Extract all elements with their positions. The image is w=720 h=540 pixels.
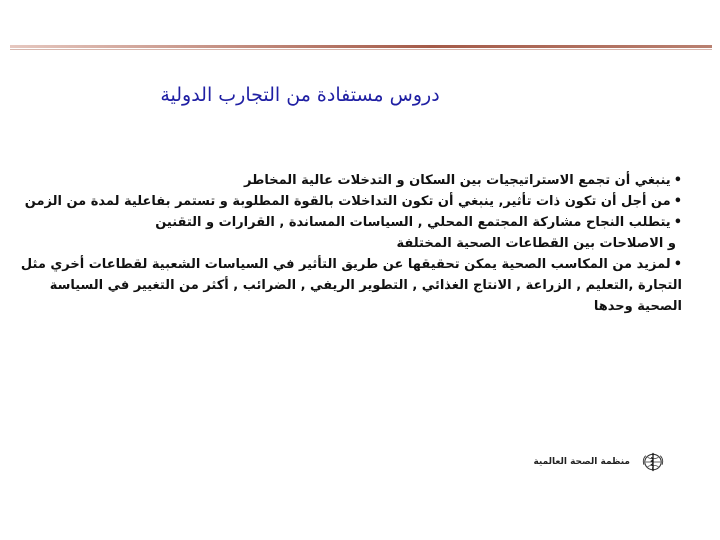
bullet-text: يتطلب النجاح مشاركة المجتمع المحلي , السياسات المساندة , القرارات و التقنين: [155, 215, 671, 230]
bullet-marker: •: [673, 257, 682, 272]
who-emblem-icon: [642, 452, 664, 472]
bullet-item: [6, 170, 682, 191]
slide-title: دروس مستفادة من التجارب الدولية: [160, 84, 440, 106]
footer-organization-label: منظمة الصحة العالمية: [533, 457, 630, 467]
top-divider-line: [10, 45, 712, 48]
top-divider-shadow: [10, 49, 712, 50]
bullet-marker: •: [673, 215, 682, 230]
bullet-text-continuation: و الاصلاحات بين القطاعات الصحية المختلفة: [396, 236, 676, 251]
bullet-item: [6, 191, 682, 212]
bullet-text: لمزيد من المكاسب الصحية يمكن تحقيقها عن طريق التأثير في السياسات الشعبية لقطاعات أخري مثل التجارة ,التعليم , الزراعة , الانتاج الغذائي , التطوير الريفي , الضرائب , أكثر من التغيير في السياسة الصحية وحدها: [20, 257, 682, 314]
bullet-marker: •: [673, 194, 682, 209]
bullet-list: [6, 170, 682, 317]
bullet-item: [6, 254, 682, 317]
bullet-text: ينبغي أن تجمع الاستراتيجيات بين السكان و التدخلات عالية المخاطر: [243, 173, 671, 188]
bullet-item: [6, 212, 682, 254]
bullet-text: من أجل أن تكون ذات تأثير, ينبغي أن تكون التداخلات بالقوة المطلوبة و تستمر بفاعلية لمدة من الزمن: [24, 194, 671, 209]
footer: [533, 452, 664, 472]
bullet-marker: •: [673, 173, 682, 188]
